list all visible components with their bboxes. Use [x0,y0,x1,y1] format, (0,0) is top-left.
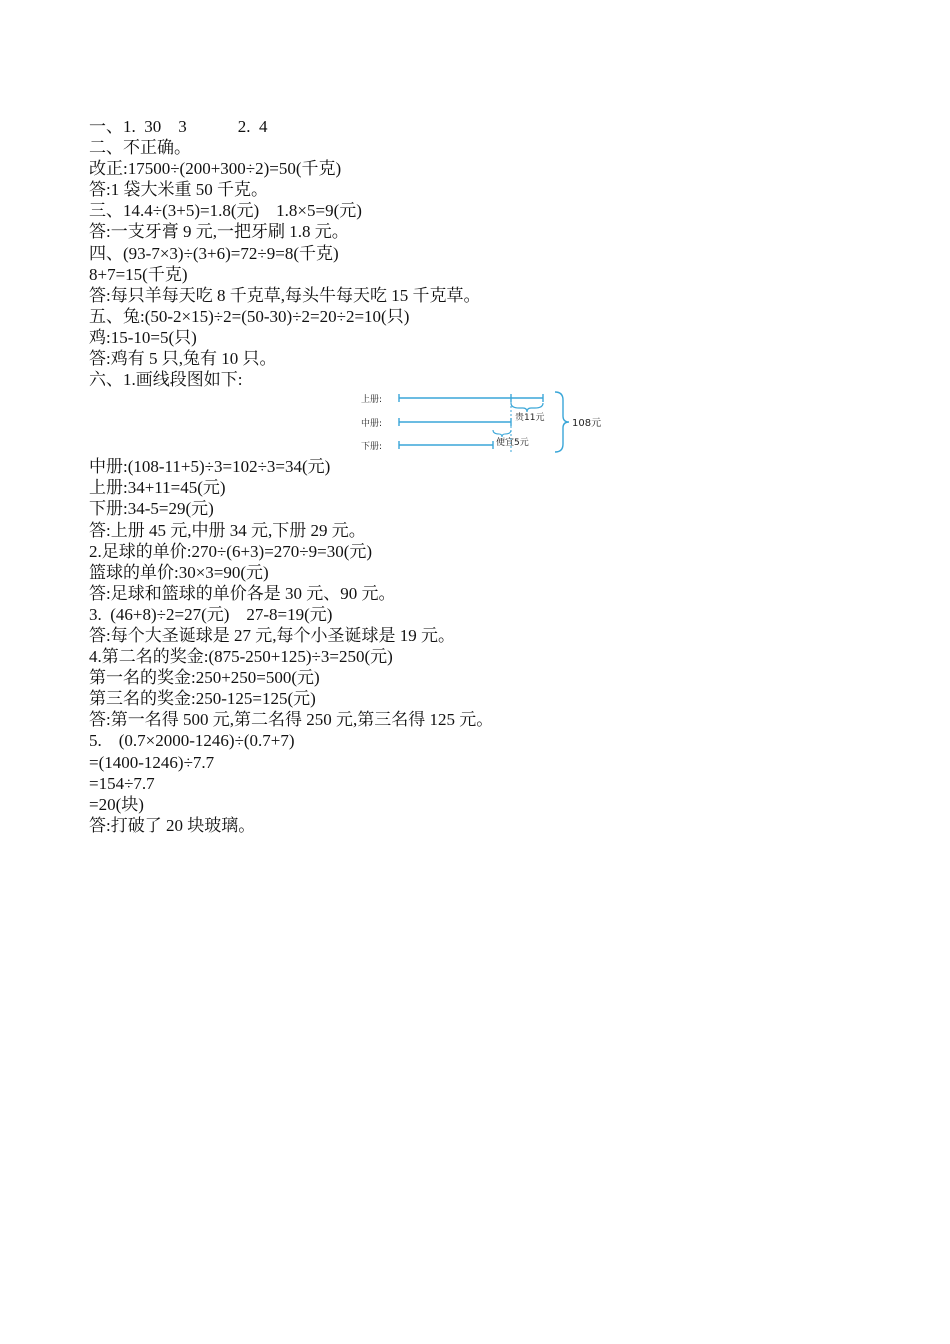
answer-line: 第三名的奖金:250-125=125(元) [89,689,316,709]
cheaper-brace [493,430,511,437]
answer-line: 答:每个大圣诞球是 27 元,每个小圣诞球是 19 元。 [89,625,455,645]
answer-line: =(1400-1246)÷7.7 [89,752,215,772]
answer-line: 答:鸡有 5 只,兔有 10 只。 [89,349,277,369]
answer-text [89,116,869,836]
answer-line: =154÷7.7 [89,773,155,793]
note-cheaper: 便宜5元 [496,438,529,449]
label-upper-volume: 上册: [361,395,383,406]
answer-line: 5. (0.7×2000-1246)÷(0.7+7) [89,731,295,751]
answer-line: 答:1 袋大米重 50 千克。 [89,180,268,200]
answer-line: 答:一支牙膏 9 元,一把牙刷 1.8 元。 [89,222,349,242]
answer-line: 中册:(108-11+5)÷3=102÷3=34(元) [89,457,331,477]
segment-diagram-svg [359,390,679,456]
answer-line: 改正:17500÷(200+300÷2)=50(千克) [89,159,342,179]
answer-line: 下册:34-5=29(元) [89,499,214,519]
segment-diagram [89,390,869,456]
answer-line: 六、1.画线段图如下: [89,370,243,390]
answer-line: 2.足球的单价:270÷(6+3)=270÷9=30(元) [89,541,373,561]
answer-line: 答:上册 45 元,中册 34 元,下册 29 元。 [89,520,366,540]
answer-line: 五、兔:(50-2×15)÷2=(50-30)÷2=20÷2=10(只) [89,306,410,326]
answer-line: 鸡:15-10=5(只) [89,327,197,347]
note-expensive: 贵11元 [515,413,545,424]
answer-line: 答:每只羊每天吃 8 千克草,每头牛每天吃 15 千克草。 [89,285,481,305]
answer-line: 4.第二名的奖金:(875-250+125)÷3=250(元) [89,647,393,667]
answer-line: 四、(93-7×3)÷(3+6)=72÷9=8(千克) [89,243,339,263]
expensive-brace [511,403,543,412]
answer-line: 8+7=15(千克) [89,264,188,284]
answer-line: 三、14.4÷(3+5)=1.8(元) 1.8×5=9(元) [89,201,362,221]
answer-line: =20(块) [89,794,144,814]
answer-line: 第一名的奖金:250+250=500(元) [89,668,320,688]
answer-line: 二、不正确。 [89,138,191,158]
answer-line: 一、1. 30 3 2. 4 [89,117,268,136]
answer-line: 答:第一名得 500 元,第二名得 250 元,第三名得 125 元。 [89,710,494,730]
answer-line: 答:打破了 20 块玻璃。 [89,815,256,835]
answer-line: 答:足球和篮球的单价各是 30 元、90 元。 [89,583,396,603]
label-middle-volume: 中册: [361,419,383,430]
total-amount: 108元 [572,418,602,430]
answer-line: 篮球的单价:30×3=90(元) [89,562,269,582]
label-lower-volume: 下册: [361,442,383,453]
answer-line: 3. (46+8)÷2=27(元) 27-8=19(元) [89,604,333,624]
answer-line: 上册:34+11=45(元) [89,478,226,498]
total-brace [555,392,569,452]
